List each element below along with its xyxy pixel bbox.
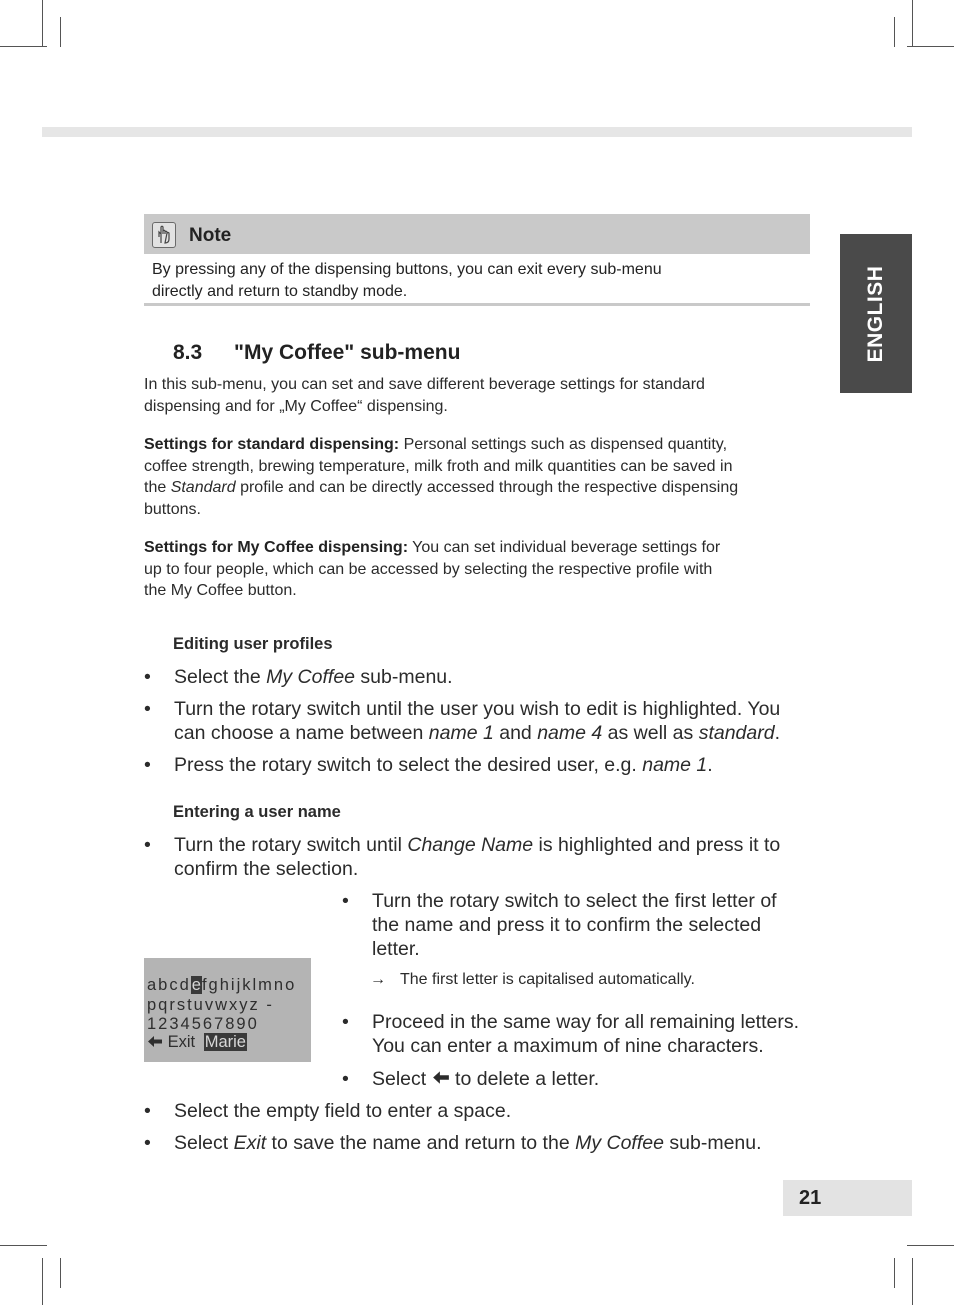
standard-term: Standard — [170, 479, 236, 496]
standard-dispensing-label: Settings for standard dispensing: — [144, 436, 400, 453]
page-number-box — [783, 1180, 912, 1216]
note-divider — [144, 303, 810, 306]
list-text: You can enter a maximum of nine characters. — [372, 1035, 764, 1057]
list-text: Select the — [174, 666, 267, 688]
list-text: Select — [174, 1132, 234, 1154]
paragraph-text: profile and can be directly accessed through the respective dispensing — [235, 479, 739, 496]
list-emphasis: standard — [698, 722, 775, 744]
paragraph-text: the — [144, 479, 171, 496]
list-text: Turn the rotary switch to select the first letter of — [372, 890, 777, 912]
bullet: • — [144, 666, 151, 688]
list-emphasis: Change Name — [407, 834, 534, 856]
list-text: sub-menu. — [663, 1132, 762, 1154]
list-text: Select the empty field to enter a space. — [174, 1100, 512, 1122]
bullet: • — [144, 834, 151, 856]
paragraph-line — [144, 477, 814, 499]
crop-mark — [42, 1258, 43, 1305]
note-title: Note — [189, 225, 232, 246]
name-entry-display — [144, 958, 311, 1062]
list-text: is highlighted and press it to — [533, 834, 781, 856]
intro-paragraph — [144, 374, 814, 417]
crop-mark — [894, 1258, 895, 1288]
bullet: • — [144, 1132, 151, 1154]
crop-mark — [907, 46, 954, 47]
crop-mark — [907, 1245, 954, 1246]
list-text: to save the name and return to the — [266, 1132, 576, 1154]
section-title: "My Coffee" sub-menu — [234, 341, 461, 364]
paragraph-text: You can set individual beverage settings for — [408, 539, 721, 556]
note-text — [152, 259, 792, 303]
selected-letter[interactable]: e — [191, 976, 201, 994]
crop-mark — [0, 46, 47, 47]
crop-mark — [912, 0, 913, 47]
hand-note-icon — [152, 222, 176, 248]
list-text: letter. — [372, 938, 420, 960]
display-row: pqrstuvwxyz - — [147, 996, 274, 1014]
list-text: confirm the selection. — [174, 858, 359, 880]
paragraph-line: dispensing and for „My Coffee“ dispensing. — [144, 397, 448, 415]
paragraph-line: buttons. — [144, 500, 201, 518]
list-emphasis: name 1 — [428, 722, 494, 744]
list-emphasis: name 4 — [537, 722, 603, 744]
crop-mark — [894, 17, 895, 47]
list-text: the name and press it to confirm the selected — [372, 914, 762, 936]
crop-mark — [0, 1245, 47, 1246]
bullet: • — [342, 1011, 349, 1033]
standard-dispensing-paragraph — [144, 434, 814, 520]
paragraph-line: coffee strength, brewing temperature, milk froth and milk quantities can be saved in — [144, 457, 733, 475]
paragraph-line: In this sub-menu, you can set and save different beverage settings for standard — [144, 376, 705, 393]
crop-mark — [912, 1258, 913, 1305]
exit-option[interactable]: Exit — [167, 1033, 196, 1051]
list-text: sub-menu. — [355, 666, 453, 688]
page-number: 21 — [799, 1187, 822, 1209]
result-text: The first letter is capitalised automatically. — [400, 971, 695, 988]
result-note — [370, 971, 695, 989]
editing-profiles-heading: Editing user profiles — [173, 635, 333, 653]
list-text: can choose a name between — [174, 722, 429, 744]
section-number: 8.3 — [173, 341, 203, 364]
list-text: Turn the rotary switch until — [174, 834, 408, 856]
list-text: as well as — [602, 722, 699, 744]
header-bar — [42, 127, 912, 137]
bullet: • — [144, 754, 151, 776]
list-text — [174, 721, 780, 745]
display-text: abcd — [147, 976, 191, 994]
bullet: • — [342, 1068, 349, 1090]
display-row — [147, 976, 296, 995]
display-row: 1234567890 — [147, 1015, 259, 1033]
list-text: Press the rotary switch to select the desired user, e.g. — [174, 754, 643, 776]
note-text-line: directly and return to standby mode. — [152, 283, 408, 300]
crop-mark — [60, 1258, 61, 1288]
name-field[interactable]: Marie — [204, 1033, 246, 1051]
list-emphasis: My Coffee — [575, 1132, 664, 1154]
language-tab — [840, 234, 912, 393]
list-emphasis: My Coffee — [266, 666, 356, 688]
note-text-line: By pressing any of the dispensing buttons, you can exit every sub-menu — [152, 261, 662, 278]
back-arrow-icon — [432, 1067, 450, 1091]
paragraph-line: the My Coffee button. — [144, 582, 297, 599]
list-emphasis: name 1 — [642, 754, 708, 776]
list-text — [174, 833, 780, 857]
paragraph-line — [144, 434, 814, 456]
right-arrow-icon: → — [370, 971, 386, 988]
list-text: . — [774, 722, 780, 744]
crop-mark — [60, 17, 61, 47]
crop-mark — [42, 0, 43, 47]
my-coffee-dispensing-paragraph — [144, 537, 814, 602]
list-text: . — [707, 754, 713, 776]
bullet: • — [144, 1100, 151, 1122]
back-arrow-icon[interactable] — [147, 1034, 163, 1053]
my-coffee-dispensing-label: Settings for My Coffee dispensing: — [144, 539, 409, 556]
language-tab-label: ENGLISH — [864, 265, 887, 362]
list-text: Proceed in the same way for all remaining letters. — [372, 1011, 800, 1033]
list-emphasis: Exit — [233, 1132, 267, 1154]
paragraph-text: Personal settings such as dispensed quantity, — [399, 436, 728, 453]
list-text: and — [493, 722, 538, 744]
list-text: Turn the rotary switch until the user you wish to edit is highlighted. You — [174, 698, 781, 720]
entering-name-heading: Entering a user name — [173, 803, 341, 821]
display-text: fghijklmno — [201, 976, 297, 994]
display-row — [147, 1033, 247, 1053]
list-text: to delete a letter. — [449, 1068, 600, 1090]
note-header — [144, 214, 810, 254]
bullet: • — [144, 698, 151, 720]
paragraph-line: up to four people, which can be accessed by selecting the respective profile with — [144, 560, 713, 578]
bullet: • — [342, 890, 349, 912]
list-text: Select — [372, 1068, 432, 1090]
paragraph-line — [144, 537, 814, 559]
